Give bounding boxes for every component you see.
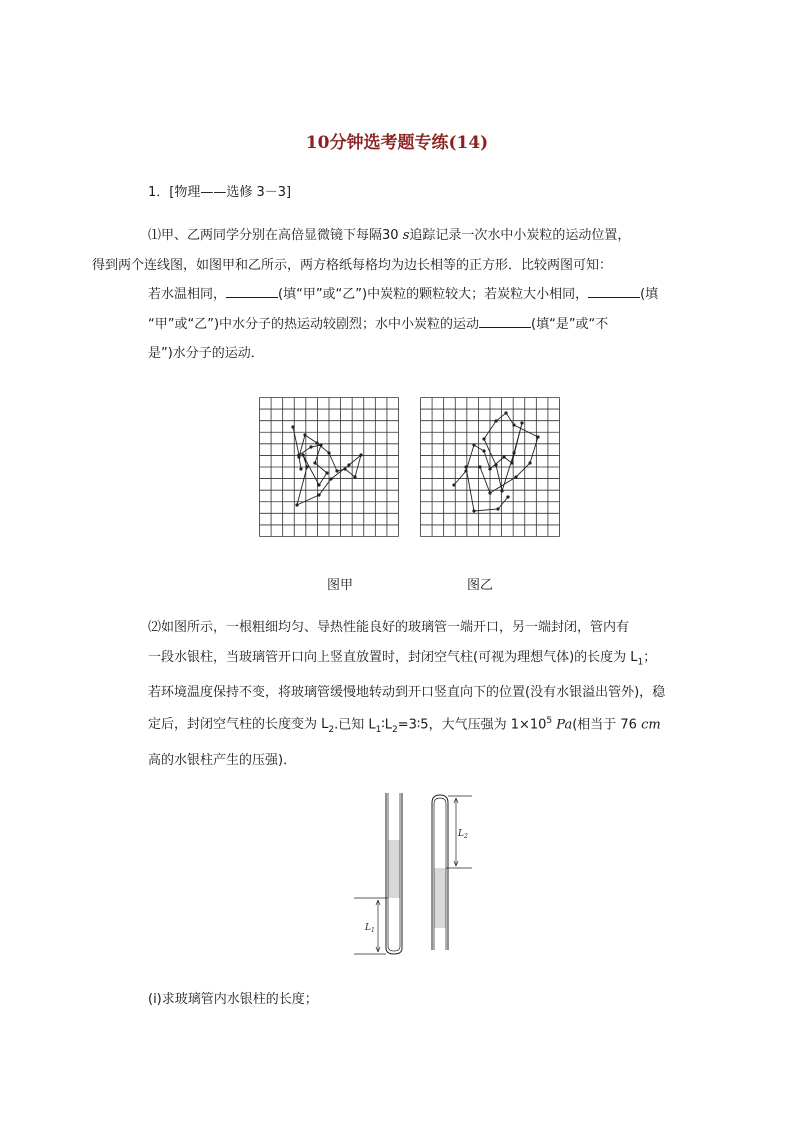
mercury-column-right bbox=[434, 868, 446, 928]
section-heading: 1．[物理——选修 3－3] bbox=[148, 185, 292, 200]
q1-line-3: 若水温相同， (填“甲”或“乙”)中炭粒的颗粒较大；若炭粒大小相同， (填 bbox=[92, 280, 680, 310]
caption-yi: 图乙 bbox=[467, 578, 494, 593]
yi-point bbox=[494, 463, 497, 466]
q2-line-4: 定后，封闭空气柱的长度变为 $L_2$.已知 $L_1∶L_2=3∶5$，大气压强为 $1\times 10^5$ Pa(相当于 76 cm bbox=[148, 716, 661, 736]
label-l1: $L_1$ bbox=[365, 923, 375, 934]
jia-point bbox=[301, 453, 304, 456]
jia-point bbox=[317, 483, 320, 486]
q1-line-5: 是”)水分子的运动． bbox=[148, 346, 264, 361]
yi-point bbox=[482, 437, 485, 440]
q1-line-4: “甲”或“乙”)中水分子的热运动较剧烈；水中小炭粒的运动 (填“是”或“不 bbox=[92, 310, 680, 340]
question-1-paragraph bbox=[92, 221, 680, 369]
yi-point bbox=[472, 509, 475, 512]
jia-point bbox=[319, 443, 322, 446]
glass-tube-diagram bbox=[350, 790, 480, 960]
jia-point bbox=[299, 467, 302, 470]
yi-point bbox=[482, 449, 485, 452]
jia-point bbox=[347, 463, 350, 466]
q2-line-5: 高的水银柱产生的压强)． bbox=[148, 752, 297, 768]
jia-point bbox=[297, 455, 300, 458]
q2-line-3: 若环境温度保持不变，将玻璃管缓慢地转动到开口竖直向下的位置(没有水银溢出管外)，稳 bbox=[148, 684, 666, 700]
yi-point bbox=[520, 421, 523, 424]
yi-point bbox=[478, 465, 481, 468]
jia-point bbox=[353, 475, 356, 478]
jia-point bbox=[305, 465, 308, 468]
yi-point bbox=[496, 507, 499, 510]
answer-blank-3[interactable] bbox=[479, 314, 531, 328]
yi-point bbox=[504, 411, 507, 414]
caption-jia: 图甲 bbox=[327, 578, 354, 593]
q2-line-1: ⑵如图所示，一根粗细均匀、导热性能良好的玻璃管一端开口，另一端封闭，管内有 bbox=[148, 620, 630, 635]
yi-point bbox=[528, 461, 531, 464]
page-title: 10分钟选考题专练(14) bbox=[305, 133, 489, 153]
yi-point bbox=[488, 467, 491, 470]
jia-point bbox=[315, 441, 318, 444]
jia-point bbox=[317, 493, 320, 496]
yi-point bbox=[514, 475, 517, 478]
yi-point bbox=[536, 435, 539, 438]
jia-point bbox=[295, 503, 298, 506]
figure-yi-grid bbox=[420, 397, 560, 537]
yi-point bbox=[472, 443, 475, 446]
question-2-paragraph bbox=[120, 613, 680, 775]
yi-point bbox=[512, 423, 515, 426]
yi-point bbox=[512, 451, 515, 454]
jia-point bbox=[313, 461, 316, 464]
yi-point bbox=[502, 455, 505, 458]
yi-point bbox=[500, 489, 503, 492]
jia-point bbox=[335, 469, 338, 472]
label-l2: $L_2$ bbox=[458, 829, 468, 840]
figure-jia-grid bbox=[259, 397, 399, 537]
jia-point bbox=[325, 471, 328, 474]
yi-point bbox=[452, 483, 455, 486]
jia-point bbox=[303, 433, 306, 436]
tube-open-down bbox=[432, 795, 472, 950]
yi-point bbox=[510, 461, 513, 464]
jia-point bbox=[359, 453, 362, 456]
particle-points-yi bbox=[452, 411, 539, 512]
yi-point bbox=[506, 495, 509, 498]
q1-line-1: ⑴甲、乙两同学分别在高倍显微镜下每隔30 s追踪记录一次水中小炭粒的运动位置， bbox=[148, 228, 631, 243]
q2-line-2: 一段水银柱，当玻璃管开口向上竖直放置时，封闭空气柱(可视为理想气体)的长度为 $L_1$； bbox=[148, 649, 657, 668]
yi-point bbox=[488, 491, 491, 494]
yi-point bbox=[464, 469, 467, 472]
tube-open-up bbox=[354, 793, 402, 954]
yi-point bbox=[494, 419, 497, 422]
answer-blank-2[interactable] bbox=[588, 284, 640, 298]
jia-point bbox=[343, 467, 346, 470]
yi-point bbox=[464, 465, 467, 468]
particle-path-jia bbox=[293, 427, 361, 505]
jia-point bbox=[327, 451, 330, 454]
answer-blank-1[interactable] bbox=[226, 284, 278, 298]
q1-line-2: 得到两个连线图，如图甲和乙所示，两方格纸每格均为边长相等的正方形．比较两图可知： bbox=[92, 257, 613, 273]
jia-point bbox=[291, 425, 294, 428]
sub-question-i: (ⅰ)求玻璃管内水银柱的长度； bbox=[148, 992, 318, 1007]
mercury-column-left bbox=[388, 840, 400, 898]
jia-point bbox=[309, 445, 312, 448]
jia-point bbox=[329, 477, 332, 480]
